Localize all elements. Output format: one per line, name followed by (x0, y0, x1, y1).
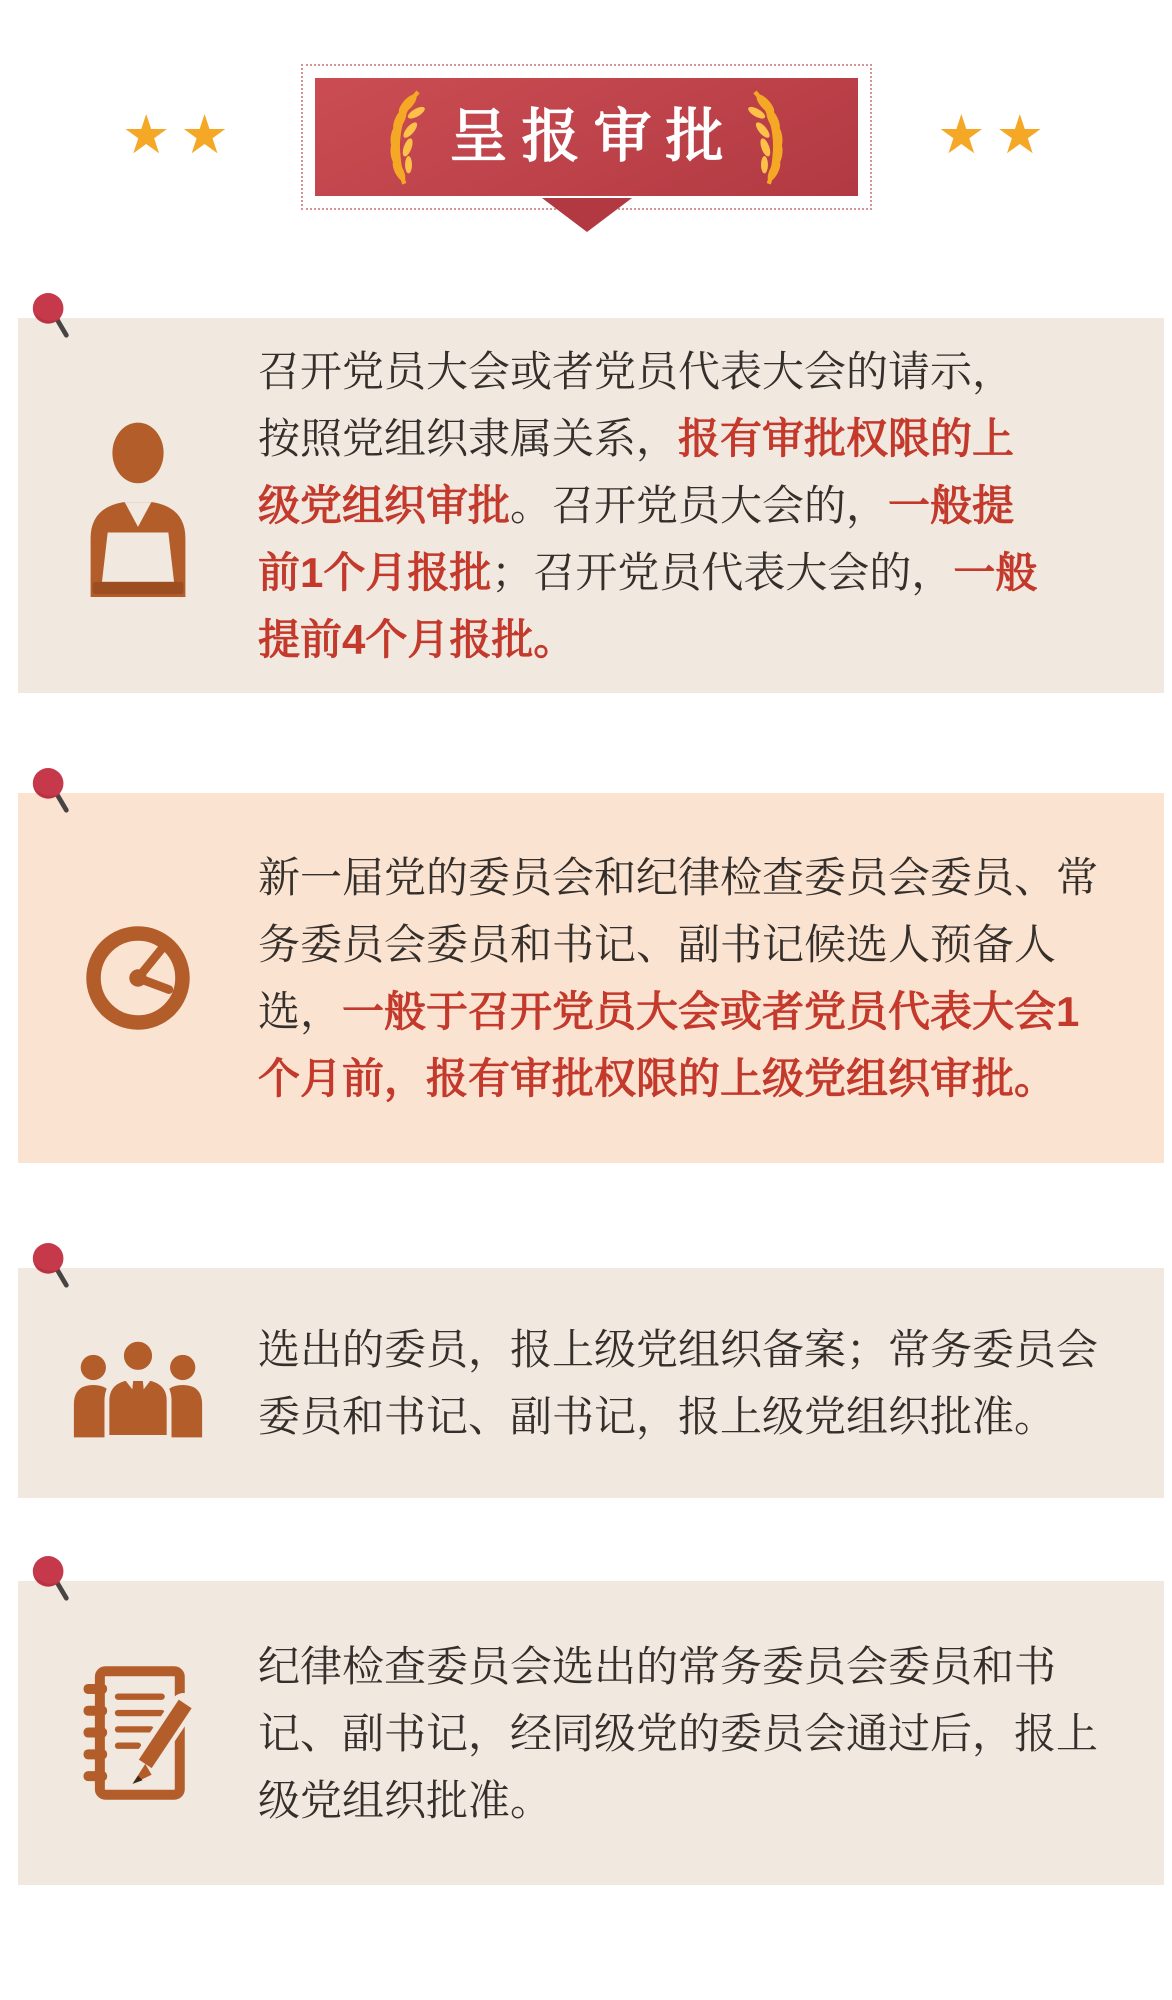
laurel-right-icon (748, 85, 800, 189)
banner-pointer (542, 198, 632, 232)
body-text: 级党组织批准。 (258, 1776, 553, 1824)
section-meeting-request (18, 318, 1164, 693)
section-text (258, 1613, 1164, 1854)
body-text: 选出的委员，报上级党组织备案；常务委员会 (258, 1326, 1099, 1373)
stars-right (937, 106, 1054, 164)
page-title: 呈报审批 (449, 104, 738, 169)
laurel-left-icon (373, 85, 425, 189)
text-line (258, 338, 1136, 405)
text-line (258, 1316, 1136, 1383)
body-text: 纪律检查委员会选出的常务委员会委员和书 (258, 1642, 1057, 1690)
pushpin-icon (28, 1240, 74, 1294)
emphasis-text: 级党组织审批 (258, 482, 511, 529)
text-line (258, 911, 1136, 978)
text-line (258, 472, 1136, 539)
emphasis-text: 一般 (953, 549, 1038, 596)
body-text: 委员和书记、副书记，报上级党组织批准。 (258, 1393, 1057, 1440)
emphasis-text: 前1个月报批 (258, 549, 492, 596)
section-text (258, 824, 1164, 1132)
group-icon (18, 1328, 258, 1438)
pushpin-icon (28, 290, 74, 344)
banner-frame (301, 64, 872, 210)
section-text (258, 1296, 1164, 1470)
text-line (258, 1767, 1136, 1834)
section-candidate-preapproval (18, 793, 1164, 1163)
star-icon: ★ (937, 105, 996, 165)
section-committee-filing (18, 1268, 1164, 1498)
clock-icon (18, 920, 258, 1036)
body-text: 记、副书记，经同级党的委员会通过后，报上 (258, 1709, 1099, 1757)
body-text: 。召开党员大会的， (510, 482, 889, 529)
text-line (258, 1633, 1136, 1700)
emphasis-text: 一般提 (888, 482, 1015, 529)
body-text: 务委员会委员和书记、副书记候选人预备人 (258, 921, 1057, 968)
emphasis-text: 报有审批权限的上 (678, 415, 1015, 462)
emphasis-text: 个月前，报有审批权限的上级党组织审批。 (258, 1055, 1057, 1102)
title-banner (315, 78, 858, 196)
body-text: 新一届党的委员会和纪律检查委员会委员、常 (258, 854, 1099, 901)
emphasis-text: 提前4个月报批。 (258, 616, 576, 663)
text-line (258, 1700, 1136, 1767)
text-line (258, 844, 1136, 911)
body-text: 按照党组织隶属关系， (258, 415, 679, 462)
body-text: 选， (258, 988, 343, 1035)
pushpin-icon (28, 765, 74, 819)
stars-left (122, 106, 239, 164)
text-line (258, 1045, 1136, 1112)
section-discipline-approval (18, 1581, 1164, 1885)
text-line (258, 606, 1136, 673)
person-laptop-icon (18, 415, 258, 597)
text-line (258, 405, 1136, 472)
pushpin-icon (28, 1553, 74, 1607)
text-line (258, 1383, 1136, 1450)
notebook-pencil-icon (18, 1664, 258, 1802)
header-banner-area (0, 0, 1172, 240)
body-text: ；召开党员代表大会的， (491, 549, 954, 596)
star-icon: ★ (122, 105, 181, 165)
section-text (258, 318, 1164, 693)
star-icon: ★ (995, 105, 1054, 165)
star-icon: ★ (180, 105, 239, 165)
text-line (258, 978, 1136, 1045)
emphasis-text: 一般于召开党员大会或者党员代表大会1 (342, 988, 1080, 1035)
body-text: 召开党员大会或者党员代表大会的请示， (258, 348, 1015, 395)
text-line (258, 539, 1136, 606)
